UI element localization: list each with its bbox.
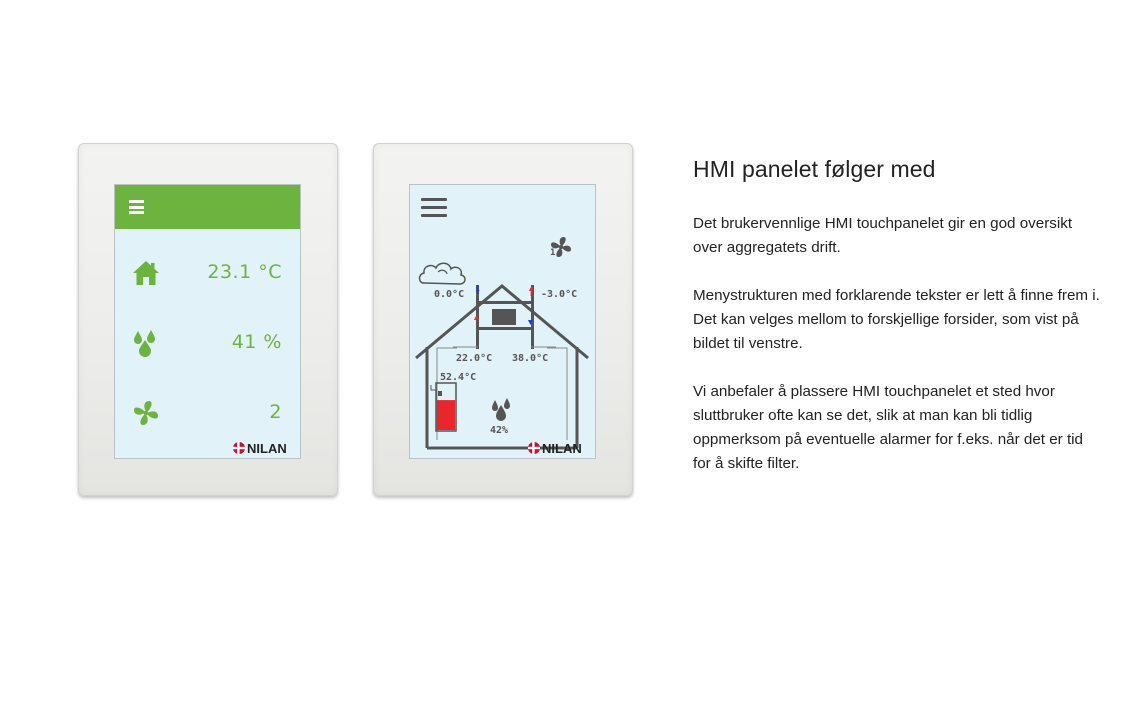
outdoor-temp: 0.0°C bbox=[434, 289, 465, 300]
water-tank-fill bbox=[437, 400, 455, 430]
menu-icon[interactable] bbox=[129, 200, 144, 214]
hmi-screen-simple bbox=[114, 184, 301, 459]
exhaust-temp: -3.0°C bbox=[541, 289, 578, 300]
nilan-logo bbox=[527, 440, 591, 454]
paragraph-2: Menystrukturen med forklarende tekster er lett å finne frem i. Det kan velges mellom to forskjellige forsider, som vist på bildet til venstre. bbox=[693, 287, 1100, 352]
supply-temp: 22.0°C bbox=[456, 353, 493, 364]
humidity-drops-icon bbox=[131, 328, 161, 358]
paragraph-3: Vi anbefaler å plassere HMI touchpanelet et sted hvor sluttbruker ofte kan se det, slik at man kan bli tidlig oppmerksom på eventuelle alarmer for f.eks. når det er tid for å skifte filter. bbox=[693, 383, 1083, 472]
temperature-value: 23.1 °C bbox=[207, 261, 282, 283]
fan-speed-value: 1 bbox=[550, 248, 556, 258]
humidity-value: 42% bbox=[490, 425, 509, 436]
hmi-panel-simple bbox=[78, 143, 338, 496]
paragraph-1: Det brukervennlige HMI touchpanelet gir en god oversikt over aggregatets drift. bbox=[693, 215, 1073, 256]
fan-icon bbox=[131, 398, 161, 428]
humidity-drops-icon bbox=[492, 398, 510, 421]
home-icon bbox=[131, 258, 161, 288]
hmi-panel-house bbox=[373, 143, 633, 496]
nilan-logo-text: NILAN bbox=[247, 441, 287, 455]
nilan-logo bbox=[232, 440, 296, 454]
nilan-logo-text: NILAN bbox=[542, 441, 582, 455]
humidity-value: 41 % bbox=[231, 331, 282, 353]
water-temp: 52.4°C bbox=[440, 372, 477, 383]
cloud-icon bbox=[420, 263, 466, 284]
extract-temp: 38.0°C bbox=[512, 353, 549, 364]
content-section bbox=[693, 156, 1103, 500]
fan-speed-value: 2 bbox=[269, 401, 282, 423]
house-diagram bbox=[410, 185, 596, 459]
section-heading: HMI panelet følger med bbox=[693, 156, 936, 182]
hmi-screen-house bbox=[409, 184, 596, 459]
